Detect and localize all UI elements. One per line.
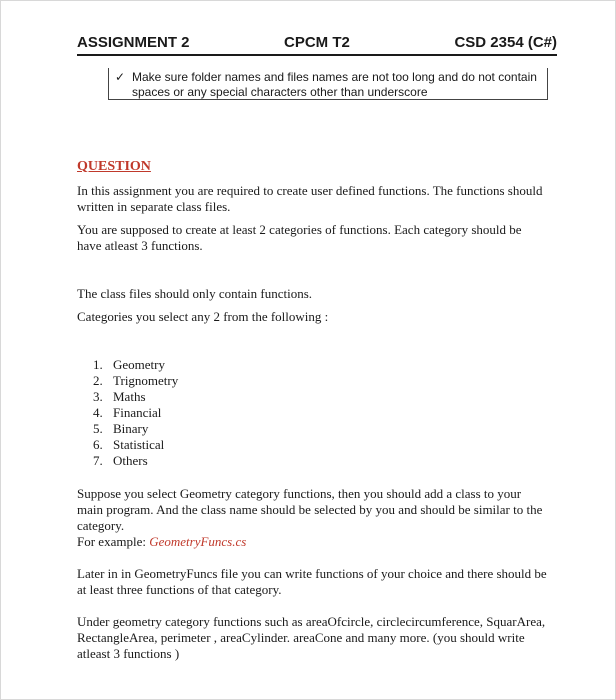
note-text: Make sure folder names and files names are not too long and do not contain spaces or any special characters other than underscore — [132, 70, 537, 99]
geometry-example-paragraph: Suppose you select Geometry category functions, then you should add a class to your main program. And the class name should be selected by you and should be similar to the category. For example: GeometryFuncs.cs — [77, 486, 543, 549]
list-item: 4. Financial — [93, 405, 162, 420]
list-item: 2. Trignometry — [93, 373, 179, 388]
list-item: 6. Statistical — [93, 437, 165, 452]
header-assignment: ASSIGNMENT 2 — [77, 34, 190, 51]
list-item: 3. Maths — [93, 389, 146, 404]
question-heading: QUESTION — [77, 159, 151, 174]
list-item: 5. Binary — [93, 421, 149, 436]
header-course-number: CSD 2354 (C#) — [454, 34, 557, 51]
list-item: 7. Others — [93, 453, 148, 468]
intro-paragraph: In this assignment you are required to create user defined functions. The functions should written in separate class files. — [77, 183, 543, 214]
categories-requirement-paragraph: You are supposed to create at least 2 categories of functions. Each category should be have atleast 3 functions. — [77, 222, 522, 253]
example-label: For example: — [77, 534, 150, 549]
checkmark-icon: ✓ — [115, 70, 126, 84]
instruction-note — [108, 68, 548, 100]
geometry-functions-paragraph: Under geometry category functions such as areaOfcircle, circlecircumference, SquarArea, RectangleArea, perimeter , areaCylinder. areaCone and many more. (you should write atleast 3 functions ) — [77, 614, 546, 661]
list-item: 1. Geometry — [93, 357, 165, 372]
select-categories-paragraph: Categories you select any 2 from the following : — [77, 309, 329, 324]
page-header — [77, 34, 557, 56]
class-files-paragraph: The class files should only contain functions. — [77, 286, 313, 301]
write-functions-paragraph: Later in in GeometryFuncs file you can write functions of your choice and there should be at least three functions of that category. — [77, 566, 547, 597]
category-list — [93, 357, 178, 469]
header-course-code: CPCM T2 — [284, 34, 350, 51]
example-filename: GeometryFuncs.cs — [149, 534, 247, 549]
